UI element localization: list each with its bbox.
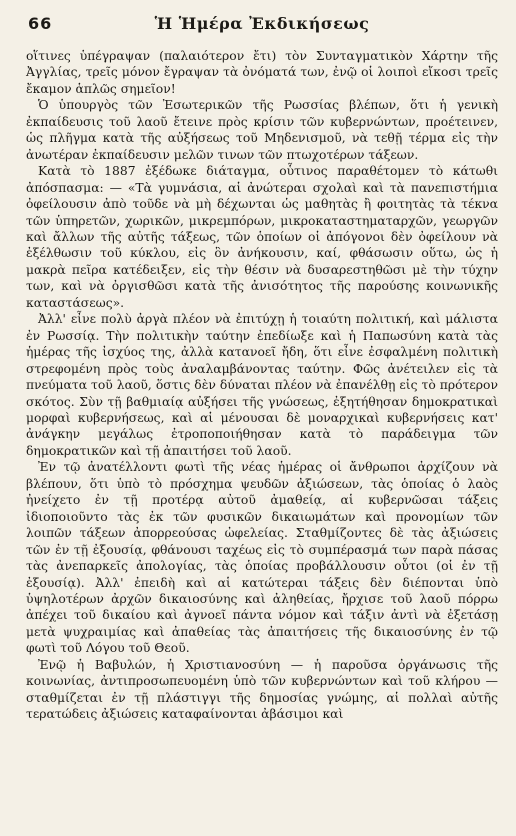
paragraph-policy: Ἀλλ' εἶνε πολὺ ἀργὰ πλέον νὰ ἐπιτύχῃ ἡ τοιαύτη πολιτική, καὶ μάλιστα ἐν Ρωσσίᾳ. Τὴν πολιτικὴν ταύτην ἐπεδίωξε καὶ ἡ Παπωσύνη κατὰ τὰς ἡμέρας τῆς ἰσχύος της, ἀλλὰ κατανοεῖ ἤδη, ὅτι εἶνε ἐσφαλμένη πολιτικὴ στρεφομένη πρὸς τοὺς ἀναλαμβάνοντας ταύτην. Φῶς ἀνέτειλεν εἰς τὰ πνεύματα τοῦ λαοῦ, ὅστις δὲν δύναται πλέον νὰ ἐπανέλθῃ εἰς τὸ πρότερον σκότος. Σὺν τῇ βαθμιαίᾳ αὐξήσει τῆς γνώσεως, ἐξητήθησαν δημοκρατικαὶ μορφαὶ κυβερνήσεως, καὶ αἱ μένουσαι δὲ μοναρχικαὶ κυβερνήσεις κατ' ἀνάγκην μεγάλως ἐτροποποιήθησαν κατὰ τὸ παράδειγμα τῶν δημοκρατικῶν καὶ τῇ ἀπαιτήσει τοῦ λαοῦ. xyxy=(26,312,498,458)
paragraph-new-day: Ἐν τῷ ἀνατέλλοντι φωτὶ τῆς νέας ἡμέρας οἱ ἄνθρωποι ἀρχίζουν νὰ βλέπουν, ὅτι ὑπὸ τὸ πρόσχημα ψευδῶν ἀξιώσεων, τὰς ὁποίας ὁ λαὸς ἠνείχετο ἐν τῇ προτέρᾳ αὐτοῦ ἀμαθείᾳ, αἱ κυβερνῶσαι τάξεις ἰδιοποιοῦντο τὰς ἐκ τῶν φυσικῶν δικαιωμάτων καὶ προνομίων τῶν λοιπῶν τάξεων ἀπορρεούσας ὠφελείας. Σταθμίζοντες δὲ τὰς ἀξιώσεις τῶν ἐν τῇ ἐξουσίᾳ, φθάνουσι ταχέως εἰς τὸ συμπέρασμά των παρὰ πάσας τὰς ἀνεπαρκεῖς ἀπολογίας, τὰς ὁποίας προβάλλουσιν οὗτοι (οἱ ἐν τῇ ἐξουσίᾳ). Ἀλλ' ἐπειδὴ καὶ αἱ κατώτεραι τάξεις δὲν διέπονται ὑπὸ ὑψηλοτέρων ἀρχῶν δικαιοσύνης καὶ ἀληθείας, ἤρχισε τοῦ λαοῦ πόρρω ἀπέχει τοῦ δικαίου καὶ ἀγνοεῖ πάντα νόμον καὶ τάξιν ἀντὶ νὰ ἐξετάσῃ μετὰ ψυχραιμίας καὶ ἀπαθείας τὰς ἀπαιτήσεις τῆς δικαιοσύνης ἐν τῷ φωτὶ τοῦ Λόγου τοῦ Θεοῦ. xyxy=(26,460,498,656)
paragraph-babylon: Ἐνῷ ἡ Βαβυλών, ἡ Χριστιανοσύνη — ἡ παροῦσα ὀργάνωσις τῆς κοινωνίας, ἀντιπροσωπευομένη ὑπὸ τῶν κυβερνώντων καὶ τοῦ κλήρου — σταθμίζεται ἐν τῇ πλάστιγγι τῆς δημοσίας γνώμης, αἱ πολλαὶ αὐτῆς τερατώδεις ἀξιώσεις καταφαίνονται ἀβάσιμοι καὶ xyxy=(26,657,498,722)
paragraph-minister: Ὁ ὑπουργὸς τῶν Ἐσωτερικῶν τῆς Ρωσσίας βλέπων, ὅτι ἡ γενικὴ ἐκπαίδευσις τοῦ λαοῦ ἔτεινε πρὸς κρίσιν τῶν κυβερνώντων, προέτεινεν, ὡς πλῆγμα κατὰ τῆς αὐξήσεως τοῦ Μηδενισμοῦ, νὰ τεθῇ τέρμα εἰς τὴν ἀνωτέραν ἐκπαίδευσιν μελῶν τινων τῶν πτωχοτέρων τάξεων. xyxy=(26,98,498,162)
running-title: Ἡ Ἡμέρα Ἐκδικήσεως xyxy=(154,14,370,33)
page-number: 66 xyxy=(28,14,53,33)
paragraph-decree-1887: Κατὰ τὸ 1887 ἐξέδωκε διάταγμα, οὗτινος παραθέτομεν τὸ κάτωθι ἀπόσπασμα: — «Τὰ γυμνάσια, αἱ ἀνώτεραι σχολαὶ καὶ τὰ πανεπιστήμια ὀφείλουσιν ἀπὸ τοῦδε νὰ μὴ δέχωνται ὡς μαθητὰς ἢ φοιτητὰς τὰ τέκνα τῶν ὑπηρετῶν, χωρικῶν, μικρεμπόρων, μικροκαταστηματαρχῶν, γεωργῶν καὶ ἄλλων τῆς αὐτῆς τάξεως, τῶν ὁποίων οἱ ἀπόγονοι δὲν ὀφείλουν νὰ ἐξέλθωσιν τοῦ κύκλου, εἰς ὃν ἀνήκουσιν, καί, φθάσωσιν οὕτω, ὡς ἡ μακρὰ πεῖρα κατέδειξεν, εἰς τὴν θέσιν νὰ δυσαρεστηθῶσι μὲ τὴν τύχην των, καὶ νὰ ὀργισθῶσι κατὰ τῆς ἀνισότητος τῆς παρούσης κοινωνικῆς καταστάσεως». xyxy=(26,164,498,310)
body-text xyxy=(26,48,498,723)
paragraph-continuation: οἵτινες ὑπέγραψαν (παλαιότερον ἔτι) τὸν Συνταγματικὸν Χάρτην τῆς Ἀγγλίας, τρεῖς μόνον ἔγραψαν τὰ ὀνόματά των, ἐνῷ οἱ λοιποὶ εἴκοσι τρεῖς ἔκαμον ἁπλῶς σημεῖον! xyxy=(26,49,498,96)
page-header xyxy=(26,14,498,40)
